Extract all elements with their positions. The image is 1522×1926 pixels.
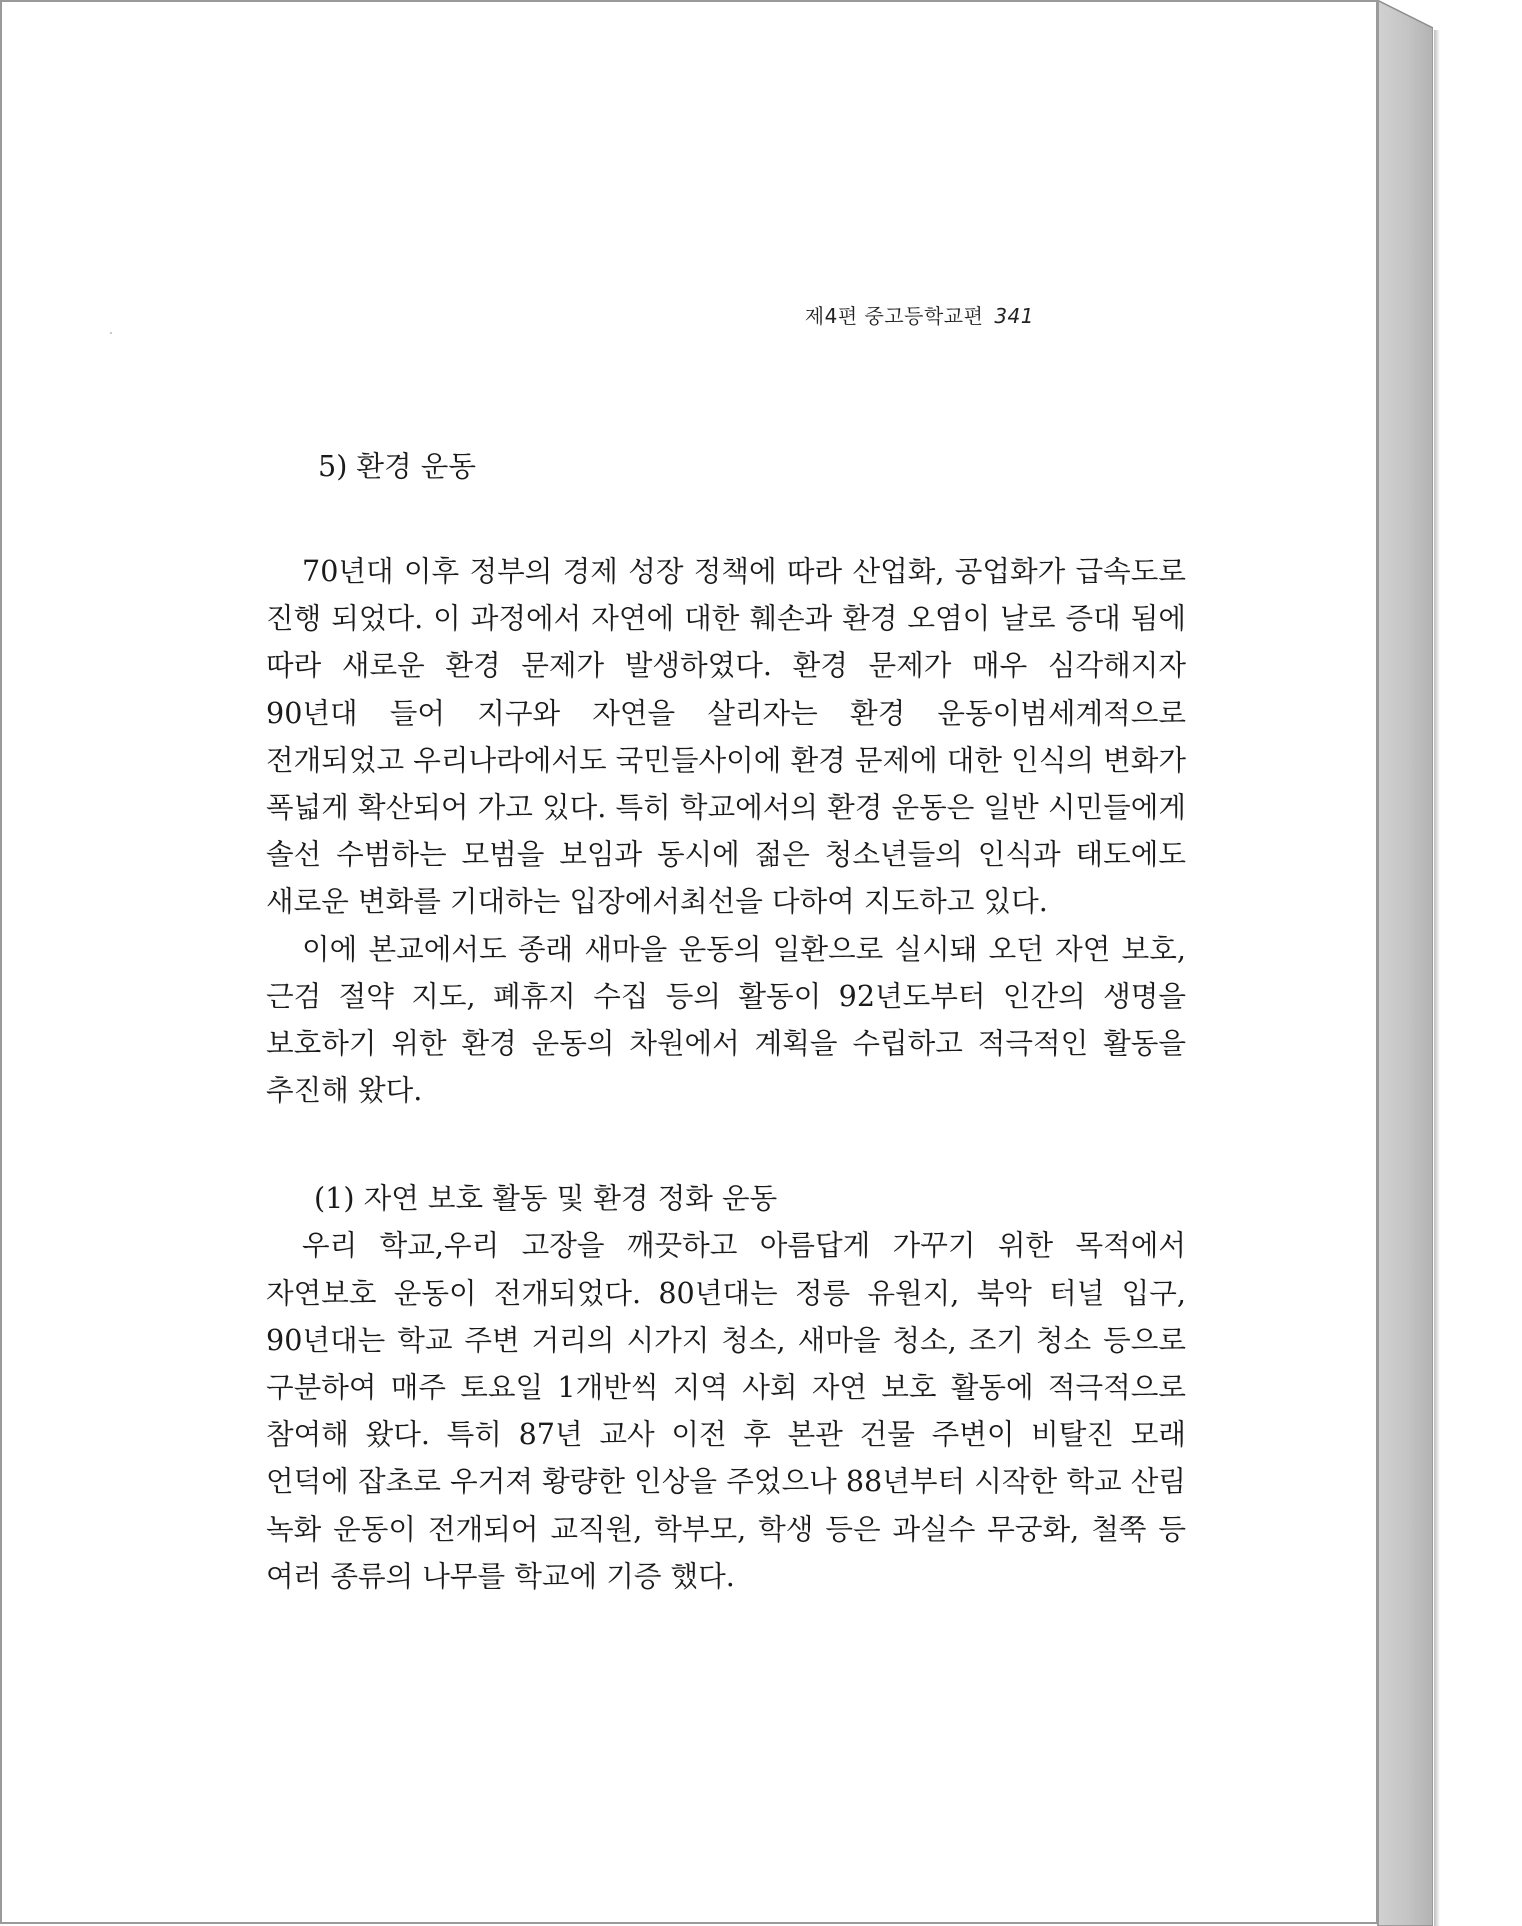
scan-speck	[110, 332, 112, 334]
body-paragraph: 우리 학교,우리 고장을 깨끗하고 아름답게 가꾸기 위한 목적에서 자연보호 운동이 전개되었다. 80년대는 정릉 유원지, 북악 터널 입구, 90년대는 학교 주변 거리의 시가지 청소, 새마을 청소, 조기 청소 등으로 구분하여 매주 토요일 1개반씩 지역 사회 자연 보호 활동에 적극적으로 참여해 왔다. 특히 87년 교사 이전 후 본관 건물 주변이 비탈진 모래 언덕에 잡초로 우거져 황량한 인상을 주었으나 88년부터 시작한 학교 산림 녹화 운동이 전개되어 교직원, 학부모, 학생 등은 과실수 무궁화, 철쭉 등 여러 종류의 나무를 학교에 기증 했다.	[266, 1228, 1186, 1593]
page-body	[266, 442, 1186, 1600]
subsection-heading: (1) 자연 보호 활동 및 환경 정화 운동	[314, 1181, 778, 1216]
book-page-stack-edge	[1377, 0, 1433, 1926]
page-number: 341	[994, 304, 1034, 328]
page-shadow	[1434, 30, 1440, 1926]
body-paragraph: 70년대 이후 정부의 경제 성장 정책에 따라 산업화, 공업화가 급속도로 진행 되었다. 이 과정에서 자연에 대한 훼손과 환경 오염이 날로 증대 됨에 따라 새로운 환경 문제가 발생하였다. 환경 문제가 매우 심각해지자 90년대 들어 지구와 자연을 살리자는 환경 운동이범세계적으로 전개되었고 우리나라에서도 국민들사이에 환경 문제에 대한 인식의 변화가 폭넓게 확산되어 가고 있다. 특히 학교에서의 환경 운동은 일반 시민들에게 솔선 수범하는 모범을 보임과 동시에 젊은 청소년들의 인식과 태도에도 새로운 변화를 기대하는 입장에서최선을 다하여 지도하고 있다.	[266, 554, 1186, 919]
spacer	[266, 1114, 1186, 1174]
running-header	[805, 300, 1034, 329]
body-paragraph: 이에 본교에서도 종래 새마을 운동의 일환으로 실시돼 오던 자연 보호, 근검 절약 지도, 폐휴지 수집 등의 활동이 92년도부터 인간의 생명을 보호하기 위한 환경 운동의 차원에서 계획을 수립하고 적극적인 활동을 추진해 왔다.	[266, 931, 1186, 1108]
running-title: 제4편 중고등학교편	[804, 304, 984, 328]
spacer	[266, 490, 1186, 548]
section-heading: 5) 환경 운동	[318, 449, 477, 483]
